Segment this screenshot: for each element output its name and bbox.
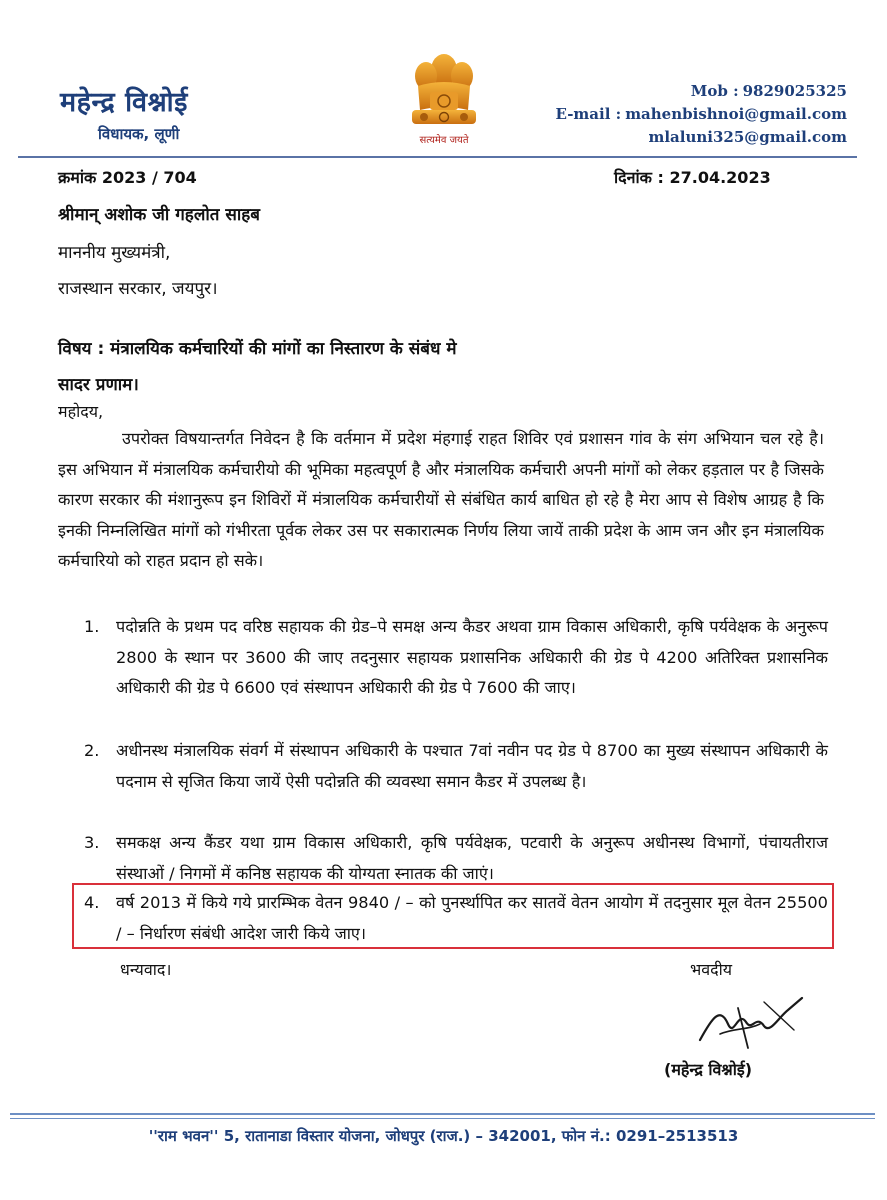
footer-divider [10, 1113, 875, 1115]
footer-divider-thin [10, 1118, 875, 1119]
closing-yours: भवदीय [690, 960, 733, 979]
signatory-name: (महेन्द्र विश्नोई) [664, 1060, 753, 1079]
footer-address: ''राम भवन'' 5, रातानाडा विस्तार योजना, जोधपुर (राज.) – 342001, फोन नं.: 0291–2513513 [148, 1127, 739, 1145]
emblem-motto: सत्यमेव जयते [419, 135, 469, 146]
item-number: 1. [84, 617, 100, 636]
list-item [84, 828, 828, 889]
mobile-label: Mob : [690, 82, 739, 100]
letter-date: दिनांक : 27.04.2023 [614, 168, 771, 187]
closing-thanks: धन्यवाद। [120, 960, 172, 979]
salutation: महोदय, [58, 402, 104, 421]
email-label: E-mail : [555, 105, 622, 123]
item-number: 4. [84, 893, 100, 912]
subject-line: विषय : मंत्रालयिक कर्मचारियों की मांगों का निस्तारण के संबंध मे [58, 339, 457, 359]
list-item [84, 612, 828, 704]
mobile-number: 9829025325 [742, 82, 847, 100]
address-line-2: राजस्थान सरकार, जयपुर। [58, 279, 218, 299]
mobile-line [556, 80, 848, 103]
address-line-1: माननीय मुख्यमंत्री, [58, 243, 171, 263]
addressee: श्रीमान् अशोक जी गहलोत साहब [58, 205, 260, 225]
contact-block [556, 80, 848, 149]
sender-name: महेन्द्र विश्नोई [60, 87, 188, 118]
item-text: पदोन्नति के प्रथम पद वरिष्ठ सहायक की ग्रेड–पे समक्ष अन्य कैडर अथवा ग्राम विकास अधिकारी, कृषि पर्यवेक्षक के अनुरूप 2800 के स्थान पर 3600 की जाए तदनुसार सहायक प्रशासनिक अधिकारी की ग्रेड पे 4200 अतिरिक्त प्रशासनिक अधिकारी की ग्रेड पे 6600 एवं संस्थापन अधिकारी की ग्रेड पे 7600 की जाए। [116, 617, 828, 697]
greeting: सादर प्रणाम। [58, 375, 139, 395]
item-number: 3. [84, 833, 100, 852]
email-line [556, 103, 848, 126]
list-item [84, 736, 828, 797]
letterhead-divider [18, 156, 857, 158]
item-text: अधीनस्थ मंत्रालयिक संवर्ग में संस्थापन अधिकारी के पश्चात 7वां नवीन पद ग्रेड पे 8700 का मुख्य संस्थापन अधिकारी के पदनाम से सृजित किया जायें ऐसी पदोन्नति की व्यवस्था समान कैडर में उपलब्ध है। [116, 741, 828, 791]
email-primary: mahenbishnoi@gmail.com [625, 105, 847, 123]
signature-icon [690, 988, 810, 1058]
email-secondary: mlaluni325@gmail.com [648, 128, 847, 146]
highlight-box [72, 883, 834, 949]
item-number: 2. [84, 741, 100, 760]
item-text: वर्ष 2013 में किये गये प्रारम्भिक वेतन 9840 / – को पुनर्स्थापित कर सातवें वेतन आयोग में तदनुसार मूल वेतन 25500 / – निर्धारण संबंधी आदेश जारी किये जाए। [116, 893, 828, 943]
item-text: समकक्ष अन्य कैंडर यथा ग्राम विकास अधिकारी, कृषि पर्यवेक्षक, पटवारी के अनुरूप अधीनस्थ विभागों, पंचायतीराज संस्थाओं / निगमों में कनिष्ठ सहायक की योग्यता स्नातक की जाएं। [116, 833, 828, 883]
reference-number: क्रमांक 2023 / 704 [58, 168, 197, 187]
sender-designation: विधायक, लूणी [98, 125, 180, 143]
body-paragraph: उपरोक्त विषयान्तर्गत निवेदन है कि वर्तमान में प्रदेश मंहगाई राहत शिविर एवं प्रशासन गांव के संग अभियान चल रहे है। इस अभियान में मंत्रालयिक कर्मचारीयो की भूमिका महत्वपूर्ण है और मंत्रालयिक कर्मचारी अपनी मांगों को लेकर हड़ताल पर है जिसके कारण सरकार की मंशानुरूप इन शिविरों में मंत्रालयिक कर्मचारीयों से संबंधित कार्य बाधित हो रहे है मेरा आप से विशेष आग्रह है कि इनकी निम्नलिखित मांगों को गंभीरता पूर्वक लेकर उस पर सकारात्मक निर्णय लिया जायें ताकी प्रदेश के आम जन और इन मंत्रालयिक कर्मचारियो को राहत प्रदान हो सके। [58, 429, 824, 570]
